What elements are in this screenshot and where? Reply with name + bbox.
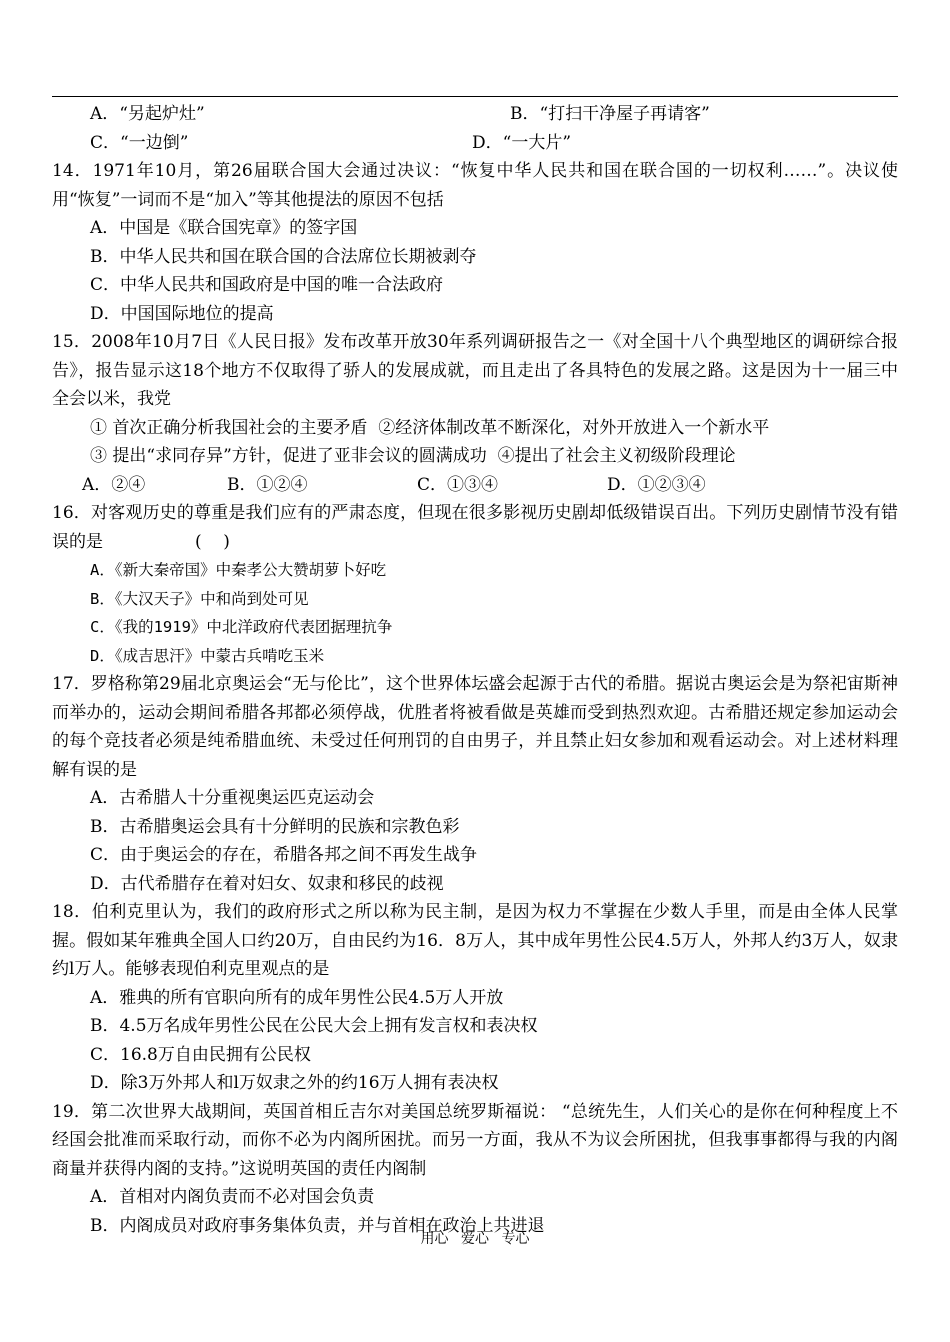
q17-option-c: C．由于奥运会的存在，希腊各邦之间不再发生战争	[90, 845, 478, 865]
q15-option-b: B．①②④	[227, 474, 308, 495]
q15-option-d: D．①②③④	[607, 474, 706, 495]
q16-stem	[52, 499, 898, 556]
q17-stem: 17．罗格称第29届北京奥运会“无与伦比”，这个世界体坛盛会起源于古代的希腊。据说古奥运会是为祭祀宙斯神而举办的，运动会期间希腊各邦都必须停战，优胜者将被看做是英雄而受到热烈欢迎。古希腊还规定参加运动会的每个竞技者必须是纯希腊血统、未受过任何刑罚的自由男子，并且禁止妇女参加和观看运动会。对上述材料理解有误的是	[52, 674, 898, 780]
q17-option-d: D．古代希腊存在着对妇女、奴隶和移民的歧视	[90, 873, 444, 894]
q13-option-b: B．“打扫干净屋子再请客”	[510, 104, 710, 124]
q15-stem: 15．2008年10月7日《人民日报》发布改革开放30年系列调研报告之一《对全国十八个典型地区的调研综合报告》，报告显示这18个地方不仅取得了骄人的发展成就，而且走出了各具特色的发展之路。这是因为十一届三中全会以米，我党	[52, 332, 898, 409]
q14-option-b: B．中华人民共和国在联合国的合法席位长期被剥夺	[90, 246, 477, 267]
q18-option-b: B．4.5万名成年男性公民在公民大会上拥有发言权和表决权	[90, 1016, 538, 1036]
q18-option-d: D．除3万外邦人和l万奴隶之外的约16万人拥有表决权	[90, 1073, 499, 1093]
q15-option-a: A．②④	[82, 474, 146, 495]
q16-option-b: B．《大汉天子》中和尚到处可见	[90, 589, 309, 608]
q14-option-a: A．中国是《联合国宪章》的签字国	[90, 218, 358, 238]
q14-option-c: C．中华人民共和国政府是中国的唯一合法政府	[90, 275, 444, 295]
q13-option-a: A．“另起炉灶”	[90, 104, 205, 124]
page-footer: 用心 爱心 专心	[420, 1231, 530, 1247]
q19-option-b: B．内阁成员对政府事务集体负责，并与首相在政治上共进退	[90, 1215, 545, 1236]
q14-stem: 14．1971年10月，第26届联合国大会通过决议：“恢复中华人民共和国在联合国的一切权利……”。决议使用“恢复”一词而不是“加入”等其他提法的原因不包括	[52, 161, 898, 210]
q13-option-c: C．“一边倒”	[90, 132, 189, 153]
q15-statements-2: ③ 提出“求同存异”方针，促进了亚非会议的圆满成功 ④提出了社会主义初级阶段理论	[90, 446, 736, 466]
q16-answer-paren: ( )	[195, 531, 230, 552]
q19-stem: 19．第二次世界大战期间，英国首相丘吉尔对美国总统罗斯福说： “总统先生，人们关心的是你在何种程度上不经国会批准而采取行动，而你不必为内阁所困扰。而另一方面，我从不为议会所困扰，但我事事都得与我的内阁商量并获得内阁的支持。”这说明英国的责任内阁制	[52, 1101, 898, 1179]
header-rule	[52, 96, 898, 97]
q19-option-a: A．首相对内阁负责而不必对国会负责	[90, 1187, 375, 1207]
q13-option-d: D．“一大片”	[472, 132, 572, 153]
q16-option-c: C．《我的1919》中北洋政府代表团据理抗争	[90, 618, 393, 636]
q17-option-a: A．古希腊人十分重视奥运匹克运动会	[90, 788, 375, 808]
q15-option-c: C．①③④	[417, 474, 499, 495]
q14-option-d: D．中国国际地位的提高	[90, 303, 274, 324]
q18-option-a: A．雅典的所有官职向所有的成年男性公民4.5万人开放	[90, 987, 504, 1008]
q16-stem-text: 16．对客观历史的尊重是我们应有的严肃态度，但现在很多影视历史剧却低级错误百出。下列历史剧情节没有错误的是	[52, 503, 898, 552]
exam-page-content	[52, 100, 898, 1240]
q15-options-row	[52, 471, 898, 500]
q18-option-c: C．16.8万自由民拥有公民权	[90, 1044, 311, 1065]
q13-options-row-1	[52, 100, 898, 129]
q16-option-d: D．《成吉思汗》中蒙古兵啃吃玉米	[90, 646, 325, 665]
q15-statements-1: ① 首次正确分析我国社会的主要矛盾 ②经济体制改革不断深化，对外开放进入一个新水平	[90, 417, 770, 438]
q17-option-b: B．古希腊奥运会具有十分鲜明的民族和宗教色彩	[90, 816, 460, 837]
q18-stem: 18．伯利克里认为，我们的政府形式之所以称为民主制，是因为权力不掌握在少数人手里，而是由全体人民掌握。假如某年雅典全国人口约20万，自由民约为16．8万人，其中成年男性公民4.5万人，外邦人约3万人，奴隶约l万人。能够表现伯利克里观点的是	[52, 902, 898, 979]
q16-option-a: A．《新大秦帝国》中秦孝公大赞胡萝卜好吃	[90, 561, 387, 579]
q13-options-row-2	[52, 129, 898, 158]
